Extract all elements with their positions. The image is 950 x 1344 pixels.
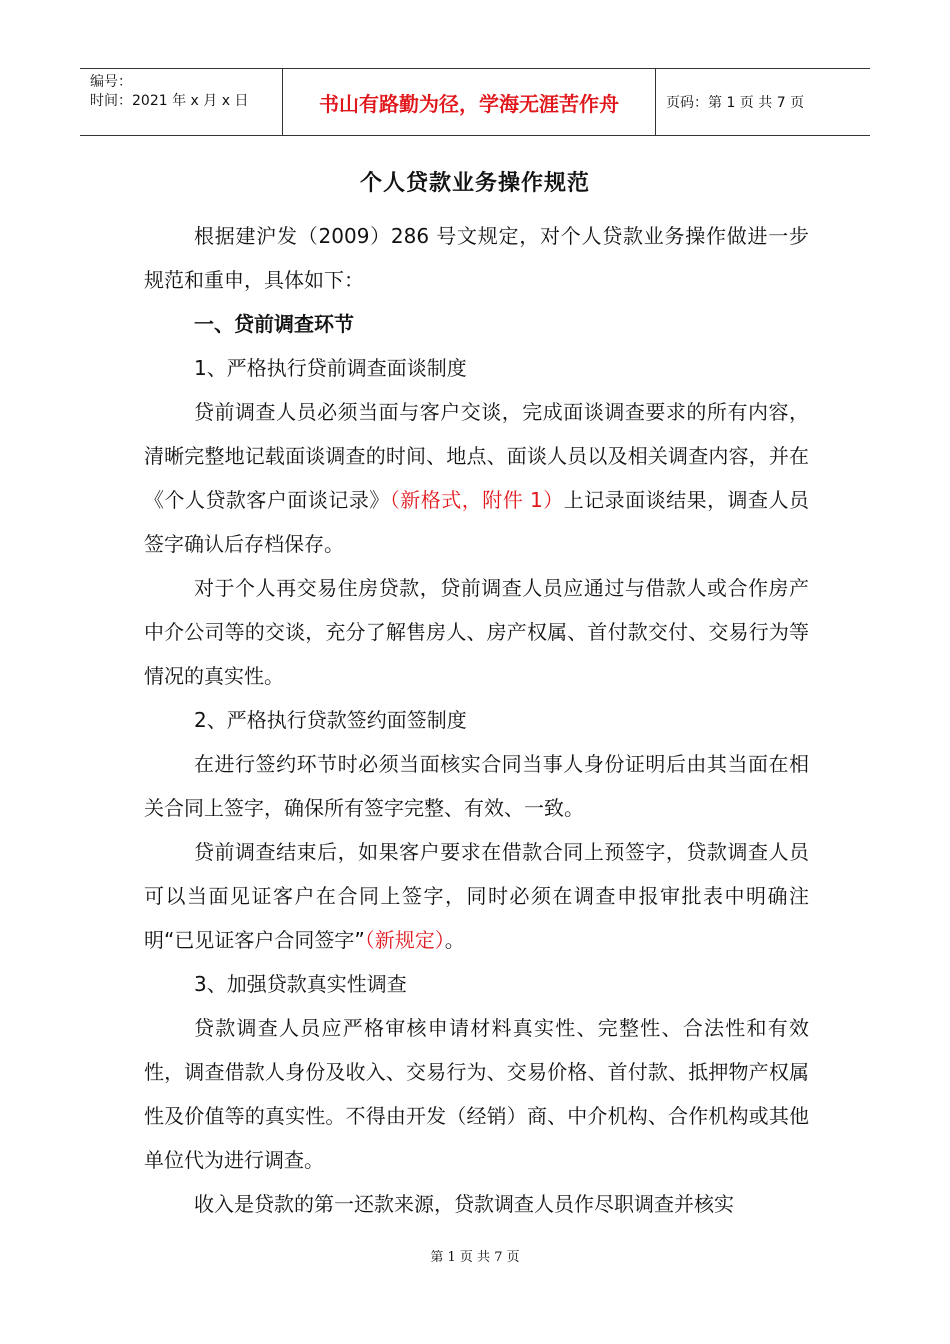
header-time: 时间：2021 年 x 月 x 日 <box>90 93 249 109</box>
header-meta <box>80 69 282 135</box>
section-heading-1: 一、贷前调查环节 <box>194 312 354 336</box>
paragraph-pre-sign-text-b: 。 <box>444 928 465 952</box>
item-heading-2: 2、严格执行贷款签约面签制度 <box>194 708 467 732</box>
paragraph-interview-text-a: 贷前调查人员必须当面与客户交谈，完成面谈调查要求的所有内容，清晰完整地记载面谈调查的时间、地点、面谈人员以及相关调查内容，并在《个人贷款客户面谈记录》 <box>144 400 809 512</box>
paragraph-signing: 在进行签约环节时必须当面核实合同当事人身份证明后由其当面在相关合同上签字，确保所有签字完整、有效、一致。 <box>144 752 809 820</box>
paragraph-interview <box>144 390 809 566</box>
paragraph-pre-sign-text-a: 贷前调查结束后，如果客户要求在借款合同上预签字，贷款调查人员可以当面见证客户在合同上签字，同时必须在调查申报审批表中明确注明“已见证客户合同签字” <box>144 840 809 952</box>
document-body <box>144 214 809 1226</box>
header-motto: 书山有路勤为径，学海无涯苦作舟 <box>282 69 656 135</box>
page-header <box>80 68 870 136</box>
paragraph-income: 收入是贷款的第一还款来源，贷款调查人员作尽职调查并核实 <box>194 1192 734 1216</box>
item-heading-3: 3、加强贷款真实性调查 <box>194 972 407 996</box>
paragraph-interview-text-b: 上记录面谈结果，调查人员签字确认后存档保存。 <box>144 488 810 556</box>
item-heading-1: 1、严格执行贷前调查面谈制度 <box>194 356 467 380</box>
paragraph-authenticity: 贷款调查人员应严格审核申请材料真实性、完整性、合法性和有效性，调查借款人身份及收入、交易行为、交易价格、首付款、抵押物产权属性及价值等的真实性。不得由开发（经销）商、中介机构、合作机构或其他单位代为进行调查。 <box>144 1016 809 1172</box>
note-new-format: （新格式，附件 1） <box>389 488 564 512</box>
page-footer: 第 1 页 共 7 页 <box>430 1250 520 1265</box>
header-code: 编号： <box>90 74 132 90</box>
intro-paragraph: 根据建沪发（2009）286 号文规定，对个人贷款业务操作做进一步规范和重申，具体如下： <box>144 224 809 292</box>
paragraph-resale-housing: 对于个人再交易住房贷款，贷前调查人员应通过与借款人或合作房产中介公司等的交谈，充分了解售房人、房产权属、首付款交付、交易行为等情况的真实性。 <box>144 576 809 688</box>
header-page-info: 页码：第 1 页 共 7 页 <box>666 95 805 111</box>
paragraph-pre-sign <box>144 830 809 962</box>
document-title: 个人贷款业务操作规范 <box>359 171 590 196</box>
note-new-rule: （新规定） <box>364 928 445 952</box>
